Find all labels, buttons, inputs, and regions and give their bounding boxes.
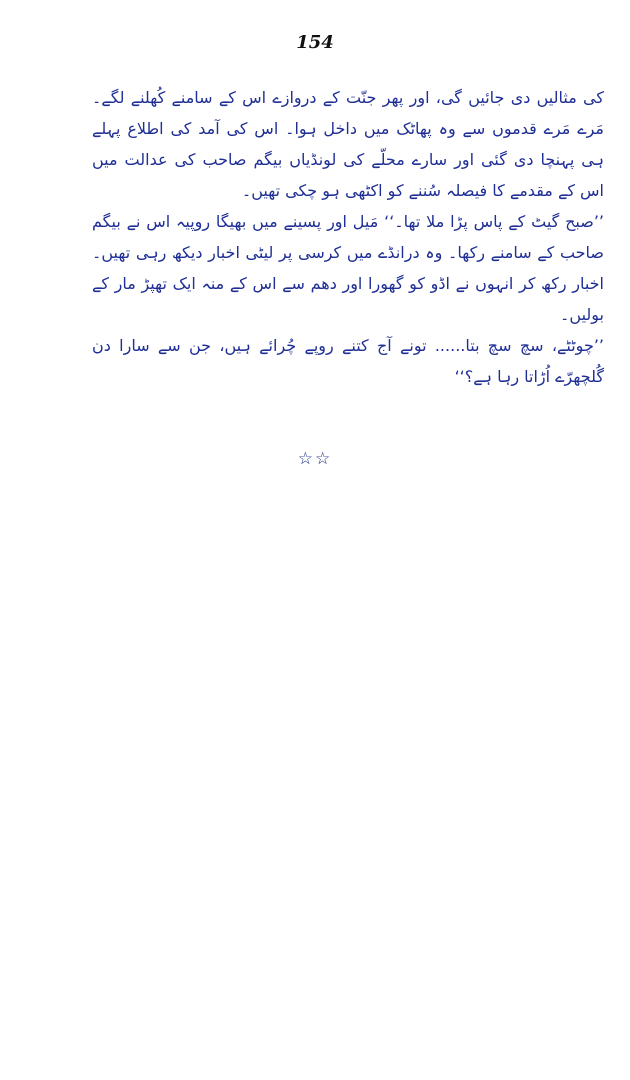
paragraph-2: ’’صبح گیٹ کے پاس پڑا ملا تھا۔‘‘ مَیل اور پسینے میں بھیگا روپیہ اس نے بیگم صاحب کے سامنے رکھا۔ وہ درانڈے میں کرسی پر لیٹی اخبار دیکھ رہی تھیں۔ اخبار رکھ کر انہوں نے اڈو کو گھورا اور دھم سے اس کے منہ ایک تھپڑ مار کے بولیں۔ [92, 212, 604, 324]
paragraph-3: ’’چوٹٹے، سچ سچ بتا...... تونے آج کتنے روپے چُرائے ہیں، جن سے سارا دن گُلچھرّے اُڑاتا رہا ہے؟‘‘ [92, 336, 604, 386]
body-text [92, 82, 604, 392]
section-break-stars-icon: ☆☆ [297, 449, 333, 469]
paragraph-1: کی مثالیں دی جائیں گی، اور پھر جنّت کے دروازے اس کے سامنے کُھلنے لگے۔ مَرے مَرے قدموں سے وہ پھاٹک میں داخل ہوا۔ اس کی آمد کی اطلاع پہلے ہی پہنچا دی گئی اور سارے محلّے کی لونڈیاں بیگم صاحب کی عدالت میں اس کے مقدمے کا فیصلہ سُننے کو اکٹھی ہو چکی تھیں۔ [92, 88, 604, 200]
page-number: 154 [296, 32, 334, 53]
